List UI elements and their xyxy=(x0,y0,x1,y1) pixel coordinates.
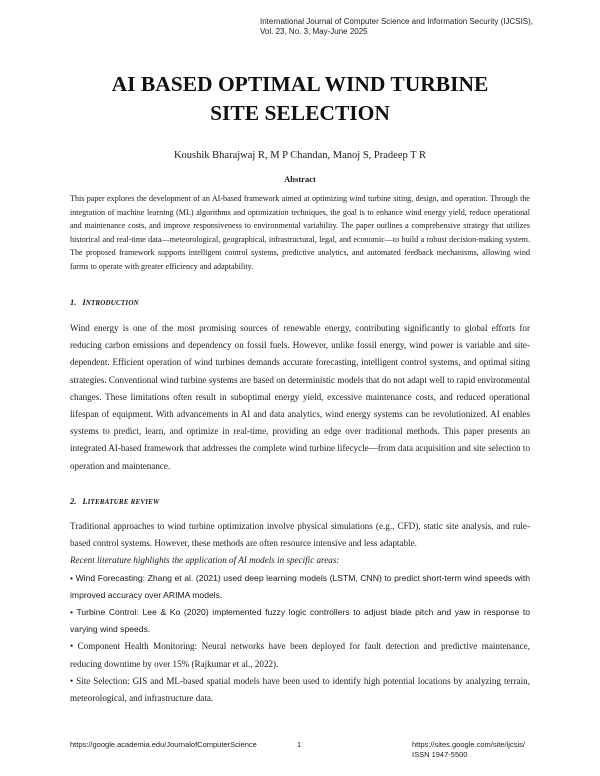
introduction-paragraph: Wind energy is one of the most promising sources of renewable energy, contributing significantly to global efforts for reducing carbon emissions and dependency on fossil fuels. However, unlike fossil energy, wind power is variable and site-dependent. Efficient operation of wind turbines demands accurate forecasting, intelligent control systems, and optimal siting strategies. Conventional wind turbine systems are based on deterministic models that do not adapt well to rapid environmental changes. These limitations often result in suboptimal energy yield, excessive maintenance costs, and reduced operational lifespan of equipment. With advancements in AI and data analytics, wind energy systems can be revolutionized. AI enables systems to predict, learn, and optimize in real-time, providing an edge over traditional methods. This paper presents an integrated AI-based framework that addresses the complete wind turbine lifecycle—from data acquisition and site selection to operation and maintenance. xyxy=(70,323,530,471)
title-line-1: AI BASED OPTIMAL WIND TURBINE xyxy=(111,72,489,96)
list-item: • Turbine Control: Lee & Ko (2020) implemented fuzzy logic controllers to adjust blade pitch and yaw in response to varying wind speeds. xyxy=(70,607,530,635)
journal-header xyxy=(260,17,533,37)
abstract-heading: Abstract xyxy=(284,174,316,184)
title-line-2: SITE SELECTION xyxy=(210,101,390,125)
journal-volume: Vol. 23, No. 3, May-June 2025 xyxy=(260,27,368,36)
footer-issn: ISSN 1947-5500 xyxy=(412,750,468,759)
section-title-rest: ITERATURE REVIEW xyxy=(87,498,160,506)
abstract-text: This paper explores the development of an AI-based framework aimed at optimizing wind turbine siting, design, and operation. Through the integration of machine learning (ML) algorithms and optimization techniques, the goal is to enhance wind energy yield, reduce operational and maintenance costs, and improve responsiveness to environmental variability. The paper outlines a comprehensive strategy that utilizes historical and real-time data—meteorological, geographical, infrastructural, legal, and economic—to build a robust decision-making system. The proposed framework supports intelligent control systems, predictive analytics, and automated feedback mechanisms, allowing wind farms to operate with greater efficiency and adaptability. xyxy=(70,194,530,271)
section-heading-introduction xyxy=(70,297,139,309)
literature-paragraph: Traditional approaches to wind turbine optimization involve physical simulations (e.g., CFD), static site analysis, and rule-based control systems. However, these methods are often resource intensive and less adaptable. xyxy=(70,521,530,549)
literature-review-body xyxy=(70,518,530,707)
literature-italic-intro: Recent literature highlights the application of AI models in specific areas: xyxy=(70,555,340,566)
footer-journal-link[interactable]: https://google.academia.edu/JournalofComputerScience xyxy=(70,740,257,749)
author-list: Koushik Bharajwaj R, M P Chandan, Manoj S, Pradeep T R xyxy=(173,150,427,161)
list-item: • Site Selection: GIS and ML-based spatial models have been used to identify high potential locations by analyzing terrain, meteorological, and infrastructure data. xyxy=(70,675,530,704)
list-item: • Component Health Monitoring: Neural networks have been deployed for fault detection and predictive maintenance, reducing downtime by over 15% (Rajkumar et al., 2022). xyxy=(70,641,530,669)
journal-name: International Journal of Computer Science and Information Security (IJCSIS), xyxy=(260,17,534,26)
footer-site-link[interactable]: https://sites.google.com/site/ijcsis/ xyxy=(412,740,525,749)
section-initial: L xyxy=(82,496,88,506)
section-initial: I xyxy=(82,297,86,307)
list-item: • Wind Forecasting: Zhang et al. (2021) used deep learning models (LSTM, CNN) to predict short-term wind speeds with improved accuracy over ARIMA models. xyxy=(70,572,530,600)
section-title-rest: NTRODUCTION xyxy=(85,299,139,307)
section-number: 2. xyxy=(70,496,77,506)
section-number: 1. xyxy=(70,297,77,307)
footer-page-number: 1 xyxy=(297,740,302,749)
footer-right xyxy=(412,740,525,760)
section-heading-literature-review xyxy=(70,496,159,508)
paper-title xyxy=(0,70,600,128)
